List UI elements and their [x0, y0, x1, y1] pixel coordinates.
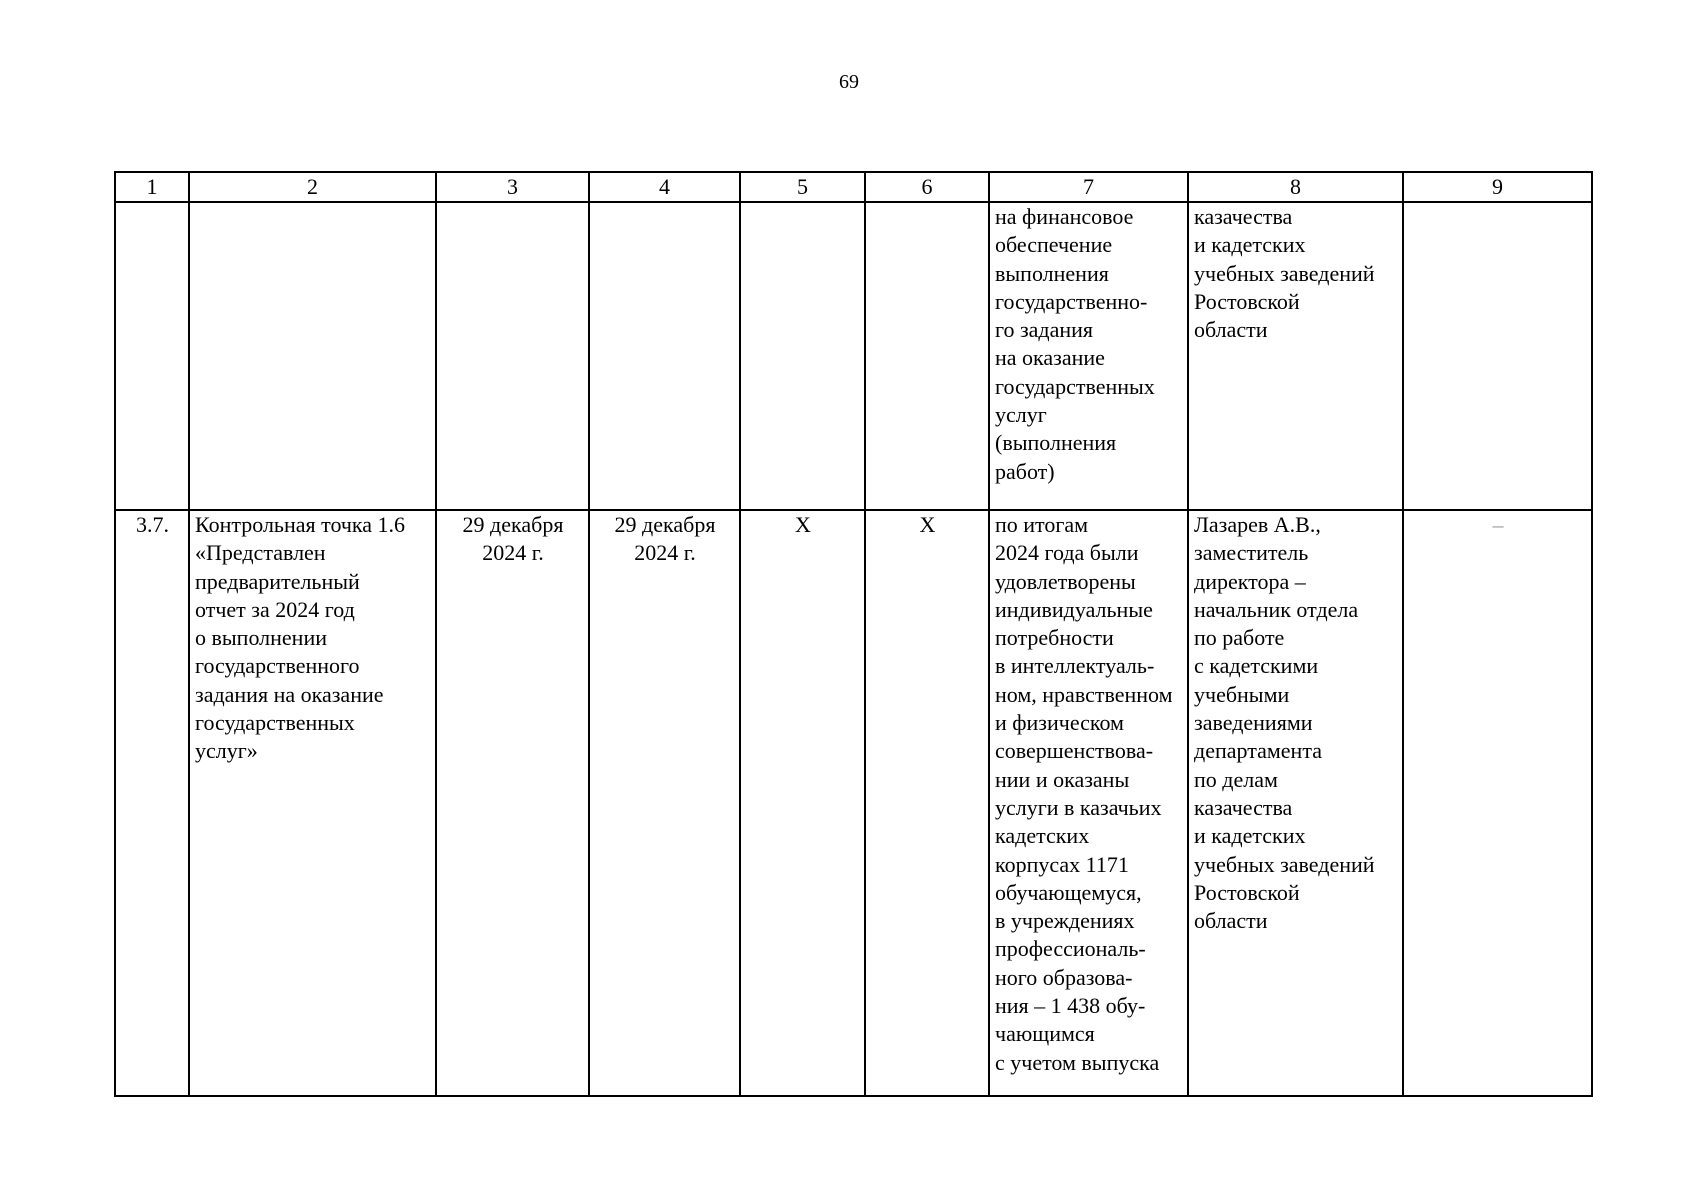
- table-cell: [189, 202, 436, 510]
- table-cell: [865, 510, 989, 1096]
- table-cell: [115, 202, 189, 510]
- cross-mark: Х: [919, 512, 936, 537]
- table-cell: [989, 202, 1188, 510]
- responsible-person: Лазарев А.В., заместитель директора – начальник отдела по работе с кадетскими учебными заведениями департамента по делам казачества и кадетских учебных заведений Ростовской области: [1194, 512, 1375, 934]
- table-row: [115, 510, 1592, 1096]
- column-header: 7: [989, 172, 1188, 202]
- table-cell: [1188, 202, 1403, 510]
- responsible-person: казачества и кадетских учебных заведений Ростовской области: [1194, 204, 1375, 343]
- result-description: по итогам 2024 года были удовлетворены индивидуальные потребности в интеллектуаль- ном, нравственном и физическом совершенствова- нии и оказаны услуги в казачьих кадетских корпусах 1171 обучающемуся, в учреждениях профессиональ- ного образова- ния – 1 438 обу- чающимся с учетом выпуска: [995, 512, 1173, 1075]
- table-cell: [115, 510, 189, 1096]
- column-header: 8: [1188, 172, 1403, 202]
- column-header: 5: [740, 172, 865, 202]
- column-header: 2: [189, 172, 436, 202]
- table-cell: [436, 202, 589, 510]
- table-cell: [740, 202, 865, 510]
- table-cell: [589, 510, 740, 1096]
- table-cell: [436, 510, 589, 1096]
- column-header: 9: [1403, 172, 1592, 202]
- cross-mark: Х: [795, 512, 811, 537]
- planned-date: 29 декабря 2024 г.: [462, 512, 564, 566]
- column-header: 4: [589, 172, 740, 202]
- table-cell: [989, 510, 1188, 1096]
- table-cell: [189, 510, 436, 1096]
- column-header: 6: [865, 172, 989, 202]
- table-row: [115, 202, 1592, 510]
- data-table: [114, 171, 1593, 1097]
- dash-mark: –: [1492, 512, 1504, 537]
- control-point-title: Контрольная точка 1.6 «Представлен предварительный отчет за 2024 год о выполнении государственного задания на оказание государственных услуг»: [195, 512, 406, 764]
- column-header: 1: [115, 172, 189, 202]
- table-cell: [1403, 510, 1592, 1096]
- table-header-row: [115, 172, 1592, 202]
- page-number: 69: [839, 71, 859, 93]
- table-cell: [1188, 510, 1403, 1096]
- table-cell: [589, 202, 740, 510]
- row-number: 3.7.: [136, 512, 169, 537]
- actual-date: 29 декабря 2024 г.: [614, 512, 716, 566]
- table-cell: [1403, 202, 1592, 510]
- result-description: на финансовое обеспечение выполнения государственно- го задания на оказание государственных услуг (выполнения работ): [995, 204, 1155, 484]
- table-cell: [865, 202, 989, 510]
- column-header: 3: [436, 172, 589, 202]
- table-cell: [740, 510, 865, 1096]
